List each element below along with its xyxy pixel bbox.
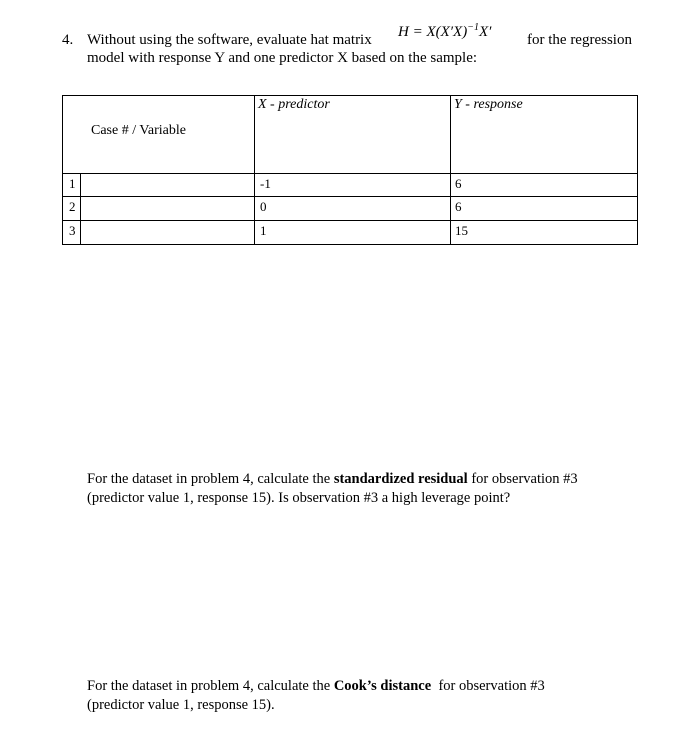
problem-number: 4. xyxy=(62,32,74,48)
table-cell-x: 0 xyxy=(260,199,267,214)
question-cooks-line2: (predictor value 1, response 15). xyxy=(87,697,275,713)
table-row-divider xyxy=(63,173,637,174)
table-cell-y: 6 xyxy=(455,176,462,191)
text: for observation #3 xyxy=(431,678,545,694)
table-cell-x: 1 xyxy=(260,223,267,238)
question-residual-line2: (predictor value 1, response 15). Is observation #3 a high leverage point? xyxy=(87,490,511,506)
formula-rhs: X′ xyxy=(478,24,492,40)
table-row-divider xyxy=(63,220,637,221)
table-cell-case: 2 xyxy=(69,199,76,214)
data-table xyxy=(62,95,638,245)
formula-exponent: −1 xyxy=(467,22,479,33)
header-x-predictor: X - predictor xyxy=(258,97,330,112)
bold-term: standardized residual xyxy=(333,471,468,487)
question-residual-line1 xyxy=(87,470,578,489)
table-col-divider xyxy=(450,96,451,244)
text: for observation #3 xyxy=(467,471,578,487)
text: For the dataset in problem 4, calculate the xyxy=(87,678,334,694)
table-cell-case: 3 xyxy=(69,223,76,238)
bold-term: Cook’s distance xyxy=(333,678,432,694)
table-cell-x: -1 xyxy=(260,176,271,191)
question-cooks-line1 xyxy=(87,677,545,696)
problem-line1-suffix: for the regression xyxy=(527,32,632,48)
table-row-divider xyxy=(63,196,637,197)
problem-line2: model with response Y and one predictor X based on the sample: xyxy=(87,50,478,66)
formula-lhs: H = X(X′X) xyxy=(398,24,468,40)
problem-line1-prefix: Without using the software, evaluate hat matrix xyxy=(87,32,372,48)
table-col-divider xyxy=(80,173,81,244)
table-cell-case: 1 xyxy=(69,176,76,191)
header-case: Case # / Variable xyxy=(91,123,186,138)
header-y-response: Y - response xyxy=(454,97,523,112)
hat-matrix-formula xyxy=(398,22,491,41)
table-cell-y: 6 xyxy=(455,199,462,214)
table-col-divider xyxy=(254,96,255,244)
table-cell-y: 15 xyxy=(455,223,468,238)
text: For the dataset in problem 4, calculate the xyxy=(87,471,334,487)
